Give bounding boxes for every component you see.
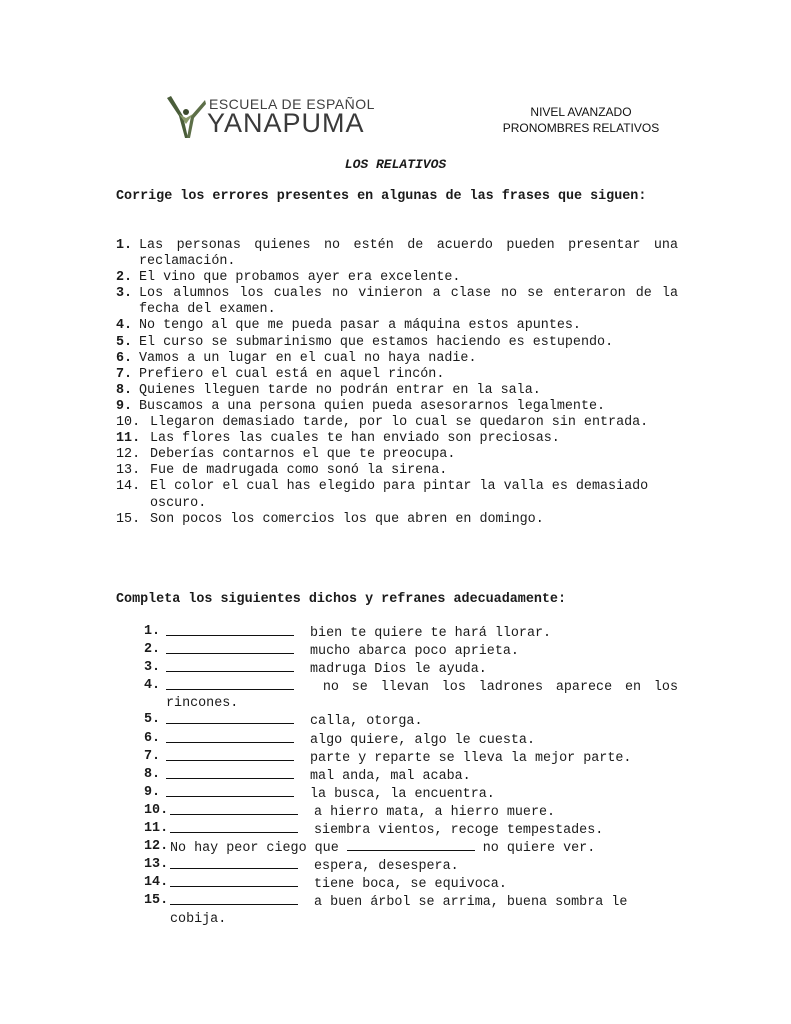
list-item	[116, 335, 678, 351]
level-info	[490, 104, 672, 136]
logo-subtitle: ESCUELA DE ESPAÑOL	[209, 96, 375, 112]
list-item	[116, 642, 678, 660]
item-number: 4.	[144, 678, 161, 694]
item-text: siembra vientos, recoge tempestades.	[314, 823, 604, 839]
item-number: 12.	[144, 839, 169, 855]
item-text: El vino que probamos ayer era excelente.	[139, 270, 461, 286]
item-number: 10.	[144, 802, 169, 818]
item-number: 6.	[116, 350, 133, 366]
item-text: Son pocos los comercios los que abren en domingo.	[150, 511, 544, 527]
item-text: mucho abarca poco aprieta.	[310, 644, 519, 660]
item-text: El curso se submarinismo que estamos haciendo es estupendo.	[139, 334, 614, 350]
item-number: 5.	[144, 712, 161, 728]
item-text: a hierro mata, a hierro muere.	[314, 804, 556, 820]
item-number: 3.	[144, 660, 161, 676]
item-number: 9.	[144, 784, 161, 800]
item-text: calla, otorga.	[310, 714, 423, 730]
list-item	[116, 624, 678, 642]
answer-blank[interactable]	[170, 857, 298, 869]
list-item	[116, 351, 678, 367]
answer-blank[interactable]	[166, 785, 294, 797]
item-number: 12.	[116, 447, 141, 463]
list-item	[116, 447, 678, 463]
item-text: la busca, la encuentra.	[310, 786, 495, 802]
list-item	[116, 731, 678, 749]
item-text: mal anda, mal acaba.	[310, 768, 471, 784]
list-item	[116, 893, 678, 927]
item-number: 9.	[116, 398, 133, 414]
item-text: no quiere ver.	[482, 841, 596, 857]
list-item	[116, 875, 678, 893]
item-number: 13.	[144, 857, 169, 873]
answer-blank[interactable]	[166, 642, 294, 654]
item-number: 1.	[144, 624, 161, 639]
list-item	[116, 431, 678, 447]
list-item	[116, 767, 678, 785]
list-item	[116, 678, 678, 712]
item-number: 5.	[116, 334, 133, 350]
item-number: 7.	[116, 366, 133, 382]
item-number: 14.	[144, 875, 169, 891]
list-item	[116, 399, 678, 415]
item-text: Las personas quienes no estén de acuerdo pueden presentar una reclamación.	[139, 238, 678, 270]
section1-instruction: Corrige los errores presentes en algunas de las frases que siguen:	[116, 189, 647, 204]
level-label: NIVEL AVANZADO	[530, 105, 632, 119]
item-text: bien te quiere te hará llorar.	[310, 626, 552, 641]
item-number: 14.	[116, 479, 141, 495]
answer-blank[interactable]	[347, 839, 475, 851]
answer-blank[interactable]	[166, 749, 294, 761]
item-number: 7.	[144, 748, 161, 764]
answer-blank[interactable]	[166, 712, 294, 724]
list-item	[116, 238, 678, 270]
logo-title: YANAPUMA	[207, 108, 365, 138]
list-item	[116, 415, 678, 431]
item-text: No tengo al que me pueda pasar a máquina estos apuntes.	[139, 318, 581, 334]
list-item	[116, 479, 678, 511]
item-text: Vamos a un lugar en el cual no haya nadie.	[139, 350, 477, 366]
item-text: a buen árbol se arrima, buena sombra le cobija.	[170, 895, 628, 927]
list-item	[116, 367, 678, 383]
condor-icon	[165, 94, 207, 140]
answer-blank[interactable]	[166, 660, 294, 672]
list-item	[116, 270, 678, 286]
answer-blank[interactable]	[170, 893, 298, 905]
list-item	[116, 749, 678, 767]
item-number: 6.	[144, 730, 161, 746]
list-item	[116, 803, 678, 821]
list-item	[116, 286, 678, 318]
item-number: 8.	[144, 766, 161, 782]
answer-blank[interactable]	[170, 875, 298, 887]
answer-blank[interactable]	[166, 731, 294, 743]
answer-blank[interactable]	[166, 624, 294, 636]
item-text: espera, desespera.	[314, 859, 459, 875]
correction-list	[116, 238, 678, 528]
item-text: Buscamos a una persona quien pueda asesorarnos legalmente.	[139, 398, 606, 414]
item-text: parte y reparte se lleva la mejor parte.	[310, 750, 632, 766]
item-number: 11.	[144, 821, 169, 837]
list-item	[116, 512, 678, 528]
item-number: 11.	[116, 431, 141, 447]
item-text: El color el cual has elegido para pintar la valla es demasiado oscuro.	[150, 479, 649, 511]
item-text: Quienes lleguen tarde no podrán entrar en la sala.	[139, 382, 541, 398]
item-text: Las flores las cuales te han enviado son preciosas.	[150, 431, 560, 447]
list-item	[116, 785, 678, 803]
item-number: 13.	[116, 463, 141, 479]
answer-blank[interactable]	[170, 803, 298, 815]
item-text: Fue de madrugada como sonó la sirena.	[150, 463, 448, 479]
list-item	[116, 383, 678, 399]
item-number: 4.	[116, 318, 133, 334]
answer-blank[interactable]	[166, 678, 294, 690]
item-number: 8.	[116, 382, 133, 398]
list-item	[116, 857, 678, 875]
page-title: LOS RELATIVOS	[344, 157, 447, 172]
list-item	[116, 839, 678, 857]
item-text: no se llevan los ladrones aparece en los rincones.	[166, 680, 678, 712]
item-text: Llegaron demasiado tarde, por lo cual se quedaron sin entrada.	[150, 415, 649, 431]
item-text: algo quiere, algo le cuesta.	[310, 732, 535, 748]
item-text: madruga Dios le ayuda.	[310, 662, 487, 678]
item-text: Los alumnos los cuales no vinieron a clase no se enteraron de la fecha del examen.	[139, 286, 678, 318]
topic-label: PRONOMBRES RELATIVOS	[502, 121, 660, 135]
sayings-list	[116, 624, 678, 928]
item-text: Deberías contarnos el que te preocupa.	[150, 447, 456, 463]
item-number: 3.	[116, 286, 133, 302]
item-number: 2.	[116, 270, 133, 286]
list-item	[116, 821, 678, 839]
item-text: Prefiero el cual está en aquel rincón.	[139, 366, 445, 382]
item-number: 1.	[116, 238, 133, 253]
item-number: 2.	[144, 642, 161, 658]
item-number: 15.	[144, 893, 169, 909]
school-logo	[165, 94, 375, 140]
answer-blank[interactable]	[166, 767, 294, 779]
item-text: tiene boca, se equivoca.	[314, 877, 507, 893]
answer-blank[interactable]	[170, 821, 298, 833]
list-item	[116, 463, 678, 479]
list-item	[116, 318, 678, 334]
item-prefix: No hay peor ciego que	[170, 841, 339, 857]
list-item	[116, 660, 678, 678]
item-number: 15.	[116, 511, 141, 527]
list-item	[116, 712, 678, 730]
section2-instruction: Completa los siguientes dichos y refranes adecuadamente:	[116, 592, 566, 607]
item-number: 10.	[116, 415, 141, 431]
